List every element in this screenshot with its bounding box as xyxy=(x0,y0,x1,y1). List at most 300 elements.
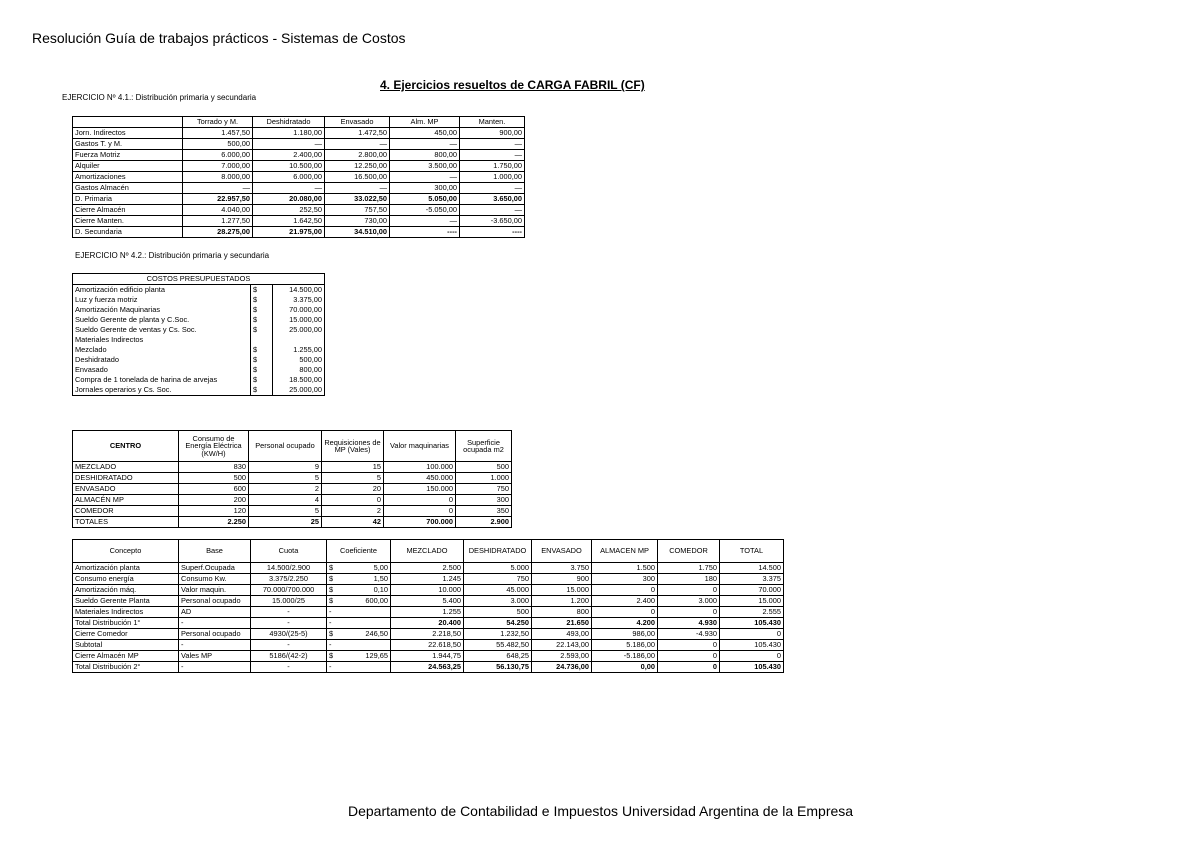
table-cell: 20.080,00 xyxy=(253,194,325,205)
table-cell: 757,50 xyxy=(325,205,390,216)
table-cell: 25 xyxy=(249,517,322,528)
table-cell: 4.930 xyxy=(658,618,720,629)
table-cell: 5 xyxy=(249,473,322,484)
table-cell: 5.050,00 xyxy=(390,194,460,205)
row-label: Amortización planta xyxy=(73,563,179,574)
table-cell: 42 xyxy=(322,517,384,528)
table-cell: 105.430 xyxy=(720,640,784,651)
table-cell: 5 xyxy=(249,506,322,517)
table-cell: — xyxy=(183,183,253,194)
row-label: Cierre Almacén xyxy=(73,205,183,216)
currency-sign: $ xyxy=(251,295,273,305)
table-cell: 10.500,00 xyxy=(253,161,325,172)
cost-label: Mezclado xyxy=(73,345,251,355)
table-cell: — xyxy=(460,183,525,194)
table-cell: 0 xyxy=(658,585,720,596)
table-row xyxy=(73,517,512,528)
table-cell: — xyxy=(390,216,460,227)
column-header: Valor maquinarias xyxy=(384,431,456,462)
table-cell: 3.000 xyxy=(464,596,532,607)
row-label: Amortización máq. xyxy=(73,585,179,596)
base-cell: - xyxy=(179,662,251,673)
table-cell: 14.500 xyxy=(720,563,784,574)
quota-cell: 14.500/2.900 xyxy=(251,563,327,574)
table-row xyxy=(73,640,784,651)
table-row xyxy=(73,183,525,194)
column-header: Consumo de Energía Eléctrica (KW/H) xyxy=(179,431,249,462)
table-cell: 70.000 xyxy=(720,585,784,596)
coefficient-cell xyxy=(327,618,391,629)
cost-label: Sueldo Gerente de planta y C.Soc. xyxy=(73,315,251,325)
table-cell: 1.472,50 xyxy=(325,128,390,139)
base-cell: AD xyxy=(179,607,251,618)
table-row xyxy=(73,506,512,517)
column-header: Alm. MP xyxy=(390,117,460,128)
table-cell: 105.430 xyxy=(720,618,784,629)
coefficient-value: 0,10 xyxy=(373,585,388,595)
table-cell: 100.000 xyxy=(384,462,456,473)
table-cell: 105.430 xyxy=(720,662,784,673)
cost-label: Compra de 1 tonelada de harina de arvejas xyxy=(73,375,251,385)
table-cell: 1.500 xyxy=(592,563,658,574)
table-cell: 16.500,00 xyxy=(325,172,390,183)
table-row xyxy=(73,194,525,205)
row-label: Gastos Almacén xyxy=(73,183,183,194)
table-cell: 0 xyxy=(658,662,720,673)
table-row xyxy=(73,563,784,574)
table-row xyxy=(73,629,784,640)
column-header: Deshidratado xyxy=(253,117,325,128)
table-cell: 1.944,75 xyxy=(391,651,464,662)
coefficient-value: 5,00 xyxy=(373,563,388,573)
column-header: Personal ocupado xyxy=(249,431,322,462)
table-cell: 10.000 xyxy=(391,585,464,596)
table-cell: 1.750,00 xyxy=(460,161,525,172)
currency-sign: $ xyxy=(251,355,273,365)
table-cell: 2.593,00 xyxy=(532,651,592,662)
cost-value xyxy=(273,335,325,345)
cost-label: Amortización edificio planta xyxy=(73,285,251,296)
column-header: Cuota xyxy=(251,540,327,563)
table-cell: 2.500 xyxy=(391,563,464,574)
row-label: Alquiler xyxy=(73,161,183,172)
table-cell: 120 xyxy=(179,506,249,517)
currency-sign: $ xyxy=(329,574,334,584)
coefficient-cell xyxy=(327,607,391,618)
base-cell: Personal ocupado xyxy=(179,596,251,607)
coefficient-value: 129,65 xyxy=(365,651,388,661)
table-cell: 500 xyxy=(179,473,249,484)
row-label: COMEDOR xyxy=(73,506,179,517)
exercise-4-2-label: EJERCICIO Nº 4.2.: Distribución primaria y secundaria xyxy=(75,251,270,260)
currency-sign: $ xyxy=(251,345,273,355)
table-cell: 150.000 xyxy=(384,484,456,495)
table-row xyxy=(73,484,512,495)
table-cell: 2.555 xyxy=(720,607,784,618)
table-cell: 20.400 xyxy=(391,618,464,629)
currency-sign: $ xyxy=(329,629,334,639)
table-row xyxy=(73,473,512,484)
table-cell: — xyxy=(460,150,525,161)
table-cell: 3.750 xyxy=(532,563,592,574)
table-cell: 45.000 xyxy=(464,585,532,596)
budgeted-costs-table xyxy=(72,273,325,396)
row-label: ENVASADO xyxy=(73,484,179,495)
table-row xyxy=(73,205,525,216)
table-cell: 1.232,50 xyxy=(464,629,532,640)
table-cell: 0 xyxy=(384,506,456,517)
table-cell: 4.200 xyxy=(592,618,658,629)
row-label: D. Secundaria xyxy=(73,227,183,238)
table-row xyxy=(73,216,525,227)
table-cell: 0 xyxy=(658,607,720,618)
row-label: Jorn. Indirectos xyxy=(73,128,183,139)
cost-row xyxy=(73,305,325,315)
table-cell: -5.050,00 xyxy=(390,205,460,216)
table-cell: 450,00 xyxy=(390,128,460,139)
page-footer: Departamento de Contabilidad e Impuestos Universidad Argentina de la Empresa xyxy=(348,803,854,819)
cost-value: 25.000,00 xyxy=(273,385,325,396)
table-cell: 1.750 xyxy=(658,563,720,574)
cost-value: 500,00 xyxy=(273,355,325,365)
table-cell: 3.500,00 xyxy=(390,161,460,172)
distribution-table-4-1 xyxy=(72,116,525,238)
table-cell: 2.218,50 xyxy=(391,629,464,640)
column-header: Manten. xyxy=(460,117,525,128)
table-cell: 500 xyxy=(456,462,512,473)
table-cell: 5.186,00 xyxy=(592,640,658,651)
table-cell: 830 xyxy=(179,462,249,473)
table-header-row xyxy=(73,117,525,128)
table-cell: 1.000,00 xyxy=(460,172,525,183)
base-cell: - xyxy=(179,640,251,651)
base-cell: Consumo Kw. xyxy=(179,574,251,585)
quota-cell: - xyxy=(251,618,327,629)
table-cell: 730,00 xyxy=(325,216,390,227)
table-cell: 24.736,00 xyxy=(532,662,592,673)
row-label: Total Distribución 2° xyxy=(73,662,179,673)
table-cell: 300,00 xyxy=(390,183,460,194)
exercise-4-1-label: EJERCICIO Nº 4.1.: Distribución primaria y secundaria xyxy=(62,93,257,102)
cost-label: Sueldo Gerente de ventas y Cs. Soc. xyxy=(73,325,251,335)
table-cell: 21.650 xyxy=(532,618,592,629)
table-cell: 5.400 xyxy=(391,596,464,607)
table-cell: 20 xyxy=(322,484,384,495)
column-header: Superficie ocupada m2 xyxy=(456,431,512,462)
table-cell: — xyxy=(253,183,325,194)
table-cell: 1.642,50 xyxy=(253,216,325,227)
quota-cell: 70.000/700.000 xyxy=(251,585,327,596)
table-row xyxy=(73,596,784,607)
section-title: 4. Ejercicios resueltos de CARGA FABRIL (CF) xyxy=(380,78,645,92)
table-row xyxy=(73,172,525,183)
table-cell: 0 xyxy=(592,585,658,596)
cost-value: 800,00 xyxy=(273,365,325,375)
table-cell: — xyxy=(253,139,325,150)
table-header-row xyxy=(73,431,512,462)
table-cell: 4.040,00 xyxy=(183,205,253,216)
cost-row xyxy=(73,345,325,355)
coefficient-cell xyxy=(327,585,391,596)
table-cell: 750 xyxy=(456,484,512,495)
table-cell: 800 xyxy=(532,607,592,618)
page-header: Resolución Guía de trabajos prácticos - Sistemas de Costos xyxy=(32,30,406,46)
cost-label: Envasado xyxy=(73,365,251,375)
table-cell: 2.250 xyxy=(179,517,249,528)
column-header: Concepto xyxy=(73,540,179,563)
currency-sign: $ xyxy=(329,585,334,595)
currency-sign: - xyxy=(329,607,332,617)
table-cell: 450.000 xyxy=(384,473,456,484)
cost-label: Materiales Indirectos xyxy=(73,335,251,345)
table-row xyxy=(73,651,784,662)
table-cell: 0 xyxy=(322,495,384,506)
table-cell: — xyxy=(325,183,390,194)
cost-row xyxy=(73,325,325,335)
cost-value: 70.000,00 xyxy=(273,305,325,315)
table-cell: 1.200 xyxy=(532,596,592,607)
table-cell: 0 xyxy=(658,651,720,662)
table-cell: 7.000,00 xyxy=(183,161,253,172)
row-label: Sueldo Gerente Planta xyxy=(73,596,179,607)
cost-row xyxy=(73,375,325,385)
currency-sign: $ xyxy=(251,285,273,296)
column-header: COMEDOR xyxy=(658,540,720,563)
base-cell: Superf.Ocupada xyxy=(179,563,251,574)
table-row xyxy=(73,662,784,673)
coefficient-value: 600,00 xyxy=(365,596,388,606)
currency-sign: $ xyxy=(251,365,273,375)
coefficient-cell xyxy=(327,629,391,640)
table-cell: 55.482,50 xyxy=(464,640,532,651)
currency-sign: $ xyxy=(329,563,334,573)
row-label: Subtotal xyxy=(73,640,179,651)
column-header: MEZCLADO xyxy=(391,540,464,563)
table-cell: 750 xyxy=(464,574,532,585)
table-cell: 300 xyxy=(456,495,512,506)
row-label: ALMACÉN MP xyxy=(73,495,179,506)
table-cell: 2.400 xyxy=(592,596,658,607)
quota-cell: 5186/(42-2) xyxy=(251,651,327,662)
currency-sign: $ xyxy=(251,315,273,325)
table-cell: 2 xyxy=(322,506,384,517)
table-cell: 648,25 xyxy=(464,651,532,662)
table-cell: — xyxy=(390,172,460,183)
table-cell: -5.186,00 xyxy=(592,651,658,662)
column-header: Envasado xyxy=(325,117,390,128)
table-cell: 200 xyxy=(179,495,249,506)
table-cell: — xyxy=(325,139,390,150)
table-cell: 22.618,50 xyxy=(391,640,464,651)
cost-label: Deshidratado xyxy=(73,355,251,365)
table-row xyxy=(73,150,525,161)
table-cell: 2 xyxy=(249,484,322,495)
table-cell: -4.930 xyxy=(658,629,720,640)
table-cell: 2.900 xyxy=(456,517,512,528)
table-cell: 252,50 xyxy=(253,205,325,216)
table-cell: 600 xyxy=(179,484,249,495)
table-cell: 900,00 xyxy=(460,128,525,139)
table-cell: 15.000 xyxy=(720,596,784,607)
table-row xyxy=(73,139,525,150)
currency-sign xyxy=(251,335,273,345)
quota-cell: 3.375/2.250 xyxy=(251,574,327,585)
overhead-distribution-table xyxy=(72,539,784,673)
row-label: Amortizaciones xyxy=(73,172,183,183)
currency-sign: $ xyxy=(251,325,273,335)
quota-cell: - xyxy=(251,662,327,673)
base-cell: Valor maquin. xyxy=(179,585,251,596)
row-label: Cierre Comedor xyxy=(73,629,179,640)
cost-value: 14.500,00 xyxy=(273,285,325,296)
currency-sign: - xyxy=(329,640,332,650)
table-cell: — xyxy=(460,205,525,216)
table-cell: 1.180,00 xyxy=(253,128,325,139)
column-header: ENVASADO xyxy=(532,540,592,563)
table-header-row xyxy=(73,540,784,563)
table-cell: 1.457,50 xyxy=(183,128,253,139)
column-header: Coeficiente xyxy=(327,540,391,563)
table-cell: 2.400,00 xyxy=(253,150,325,161)
table-cell: 180 xyxy=(658,574,720,585)
table-cell: 0 xyxy=(720,629,784,640)
table-cell: 15.000 xyxy=(532,585,592,596)
table-cell: 54.250 xyxy=(464,618,532,629)
currency-sign: - xyxy=(329,662,332,672)
column-header xyxy=(73,117,183,128)
table-cell: 3.650,00 xyxy=(460,194,525,205)
quota-cell: 4930/(25-5) xyxy=(251,629,327,640)
currency-sign: $ xyxy=(329,596,334,606)
cost-row xyxy=(73,295,325,305)
row-label: Materiales Indirectos xyxy=(73,607,179,618)
row-label: Total Distribución 1° xyxy=(73,618,179,629)
table-cell: — xyxy=(390,139,460,150)
cost-value: 25.000,00 xyxy=(273,325,325,335)
row-label: Gastos T. y M. xyxy=(73,139,183,150)
row-label: Consumo energía xyxy=(73,574,179,585)
table-cell: 350 xyxy=(456,506,512,517)
cost-row xyxy=(73,365,325,375)
table-cell: 800,00 xyxy=(390,150,460,161)
table-cell: ---- xyxy=(460,227,525,238)
table-cell: 8.000,00 xyxy=(183,172,253,183)
cost-value: 3.375,00 xyxy=(273,295,325,305)
table-cell: 300 xyxy=(592,574,658,585)
table-cell: ---- xyxy=(390,227,460,238)
table-cell: 34.510,00 xyxy=(325,227,390,238)
table-cell: 700.000 xyxy=(384,517,456,528)
table-cell: 900 xyxy=(532,574,592,585)
table-cell: 56.130,75 xyxy=(464,662,532,673)
cost-label: Jornales operarios y Cs. Soc. xyxy=(73,385,251,396)
cost-value: 1.255,00 xyxy=(273,345,325,355)
row-label: DESHIDRATADO xyxy=(73,473,179,484)
table-cell: 22.143,00 xyxy=(532,640,592,651)
table-cell: 986,00 xyxy=(592,629,658,640)
table-row xyxy=(73,574,784,585)
currency-sign: $ xyxy=(329,651,334,661)
cost-row xyxy=(73,385,325,396)
row-label: Cierre Manten. xyxy=(73,216,183,227)
coefficient-cell xyxy=(327,662,391,673)
currency-sign: $ xyxy=(251,375,273,385)
coefficient-value: 246,50 xyxy=(365,629,388,639)
table-row xyxy=(73,462,512,473)
table-cell: 0 xyxy=(658,640,720,651)
coefficient-value: 1,50 xyxy=(373,574,388,584)
table-cell: 4 xyxy=(249,495,322,506)
table-cell: — xyxy=(460,139,525,150)
quota-cell: 15.000/25 xyxy=(251,596,327,607)
base-cell: Vales MP xyxy=(179,651,251,662)
coefficient-cell xyxy=(327,651,391,662)
cost-label: Amortización Maquinarias xyxy=(73,305,251,315)
table-cell: 28.275,00 xyxy=(183,227,253,238)
table-cell: 6.000,00 xyxy=(183,150,253,161)
currency-sign: $ xyxy=(251,305,273,315)
table-cell: 3.375 xyxy=(720,574,784,585)
cost-row xyxy=(73,315,325,325)
table-row xyxy=(73,618,784,629)
table-cell: 0 xyxy=(720,651,784,662)
row-label: MEZCLADO xyxy=(73,462,179,473)
costs-title: COSTOS PRESUPUESTADOS xyxy=(73,274,325,285)
currency-sign: $ xyxy=(251,385,273,396)
cost-value: 18.500,00 xyxy=(273,375,325,385)
row-label: D. Primaria xyxy=(73,194,183,205)
table-cell: 2.800,00 xyxy=(325,150,390,161)
column-header: DESHIDRATADO xyxy=(464,540,532,563)
cost-value: 15.000,00 xyxy=(273,315,325,325)
cost-row xyxy=(73,335,325,345)
table-cell: 0,00 xyxy=(592,662,658,673)
table-cell: 15 xyxy=(322,462,384,473)
quota-cell: - xyxy=(251,640,327,651)
coefficient-cell xyxy=(327,640,391,651)
column-header: Requisiciones de MP (Vales) xyxy=(322,431,384,462)
row-label: Fuerza Motriz xyxy=(73,150,183,161)
table-cell: 1.245 xyxy=(391,574,464,585)
cost-centers-table xyxy=(72,430,512,528)
table-cell: 6.000,00 xyxy=(253,172,325,183)
row-label: TOTALES xyxy=(73,517,179,528)
table-row xyxy=(73,607,784,618)
table-row xyxy=(73,495,512,506)
table-cell: 1.000 xyxy=(456,473,512,484)
table-cell: 0 xyxy=(384,495,456,506)
table-cell: 1.277,50 xyxy=(183,216,253,227)
currency-sign: - xyxy=(329,618,332,628)
table-cell: 9 xyxy=(249,462,322,473)
table-cell: 5.000 xyxy=(464,563,532,574)
table-row xyxy=(73,585,784,596)
table-cell: 1.255 xyxy=(391,607,464,618)
table-cell: 5 xyxy=(322,473,384,484)
table-row xyxy=(73,227,525,238)
column-header: Torrado y M. xyxy=(183,117,253,128)
table-cell: 493,00 xyxy=(532,629,592,640)
table-cell: 500,00 xyxy=(183,139,253,150)
base-cell: - xyxy=(179,618,251,629)
table-cell: 0 xyxy=(592,607,658,618)
table-cell: 22.957,50 xyxy=(183,194,253,205)
cost-row xyxy=(73,285,325,296)
column-header: TOTAL xyxy=(720,540,784,563)
table-cell: 33.022,50 xyxy=(325,194,390,205)
table-cell: 21.975,00 xyxy=(253,227,325,238)
coefficient-cell xyxy=(327,596,391,607)
